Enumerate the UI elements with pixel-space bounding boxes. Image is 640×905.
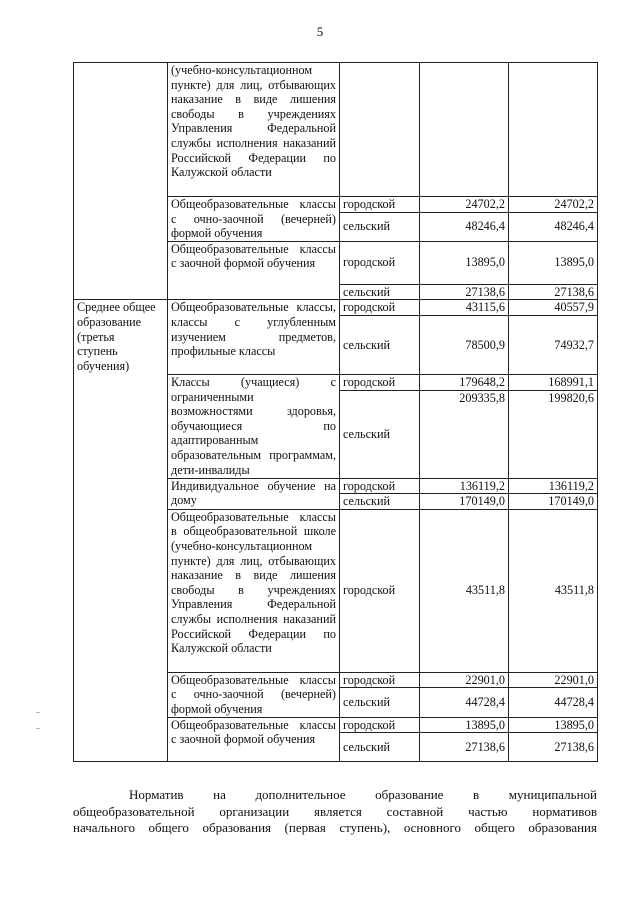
location-type: сельский [340,733,420,762]
value-cell: 13895,0 [509,717,598,733]
row-description: Общеобразовательные классы с заочной формой обучения [168,717,340,762]
value-cell: 13895,0 [420,717,509,733]
value-cell: 27138,6 [420,733,509,762]
paragraph-line: Норматив на дополнительное образование в муниципальной [129,787,597,802]
row-description: Классы (учащиеся) с ограниченными возможностями здоровья, обучающиеся по адаптированным образовательным программам, дети-инвалиды [168,374,340,478]
location-type: сельский [340,315,420,374]
value-cell: 170149,0 [509,494,598,510]
value-cell: 209335,8 [420,390,509,478]
margin-mark [36,712,40,713]
value-cell: 24702,2 [509,197,598,213]
paragraph-line: начального общего образования (первая ступень), основного общего образования [73,820,597,835]
value-cell: 24702,2 [420,197,509,213]
location-type: сельский [340,212,420,241]
margin-mark [36,728,40,729]
location-type: городской [340,509,420,672]
value-cell: 40557,9 [509,300,598,316]
value-cell: 44728,4 [509,688,598,717]
location-type: городской [340,374,420,390]
row-description: Общеобразовательные классы с очно-заочной (вечерней) формой обучения [168,197,340,242]
body-paragraph [73,787,597,837]
value-cell: 48246,4 [509,212,598,241]
normative-table [73,62,598,762]
location-type: сельский [340,390,420,478]
value-cell: 48246,4 [420,212,509,241]
value-cell: 44728,4 [420,688,509,717]
value-cell: 199820,6 [509,390,598,478]
value-cell: 170149,0 [420,494,509,510]
location-type: городской [340,197,420,213]
row-description: Индивидуальное обучение на дому [168,478,340,509]
location-type: городской [340,241,420,284]
location-type: городской [340,717,420,733]
value-cell: 13895,0 [420,241,509,284]
value-cell: 43511,8 [509,509,598,672]
location-type: городской [340,478,420,494]
row-description: (учебно-консультационном пункте) для лиц, отбывающих наказание в виде лишения свободы в учреждениях Управления Федеральной службы исполнения наказаний Российской Федерации по Калужской области [168,63,340,197]
location-type: сельский [340,284,420,300]
row-description: Общеобразовательные классы в общеобразовательной школе (учебно-консультационном пункте) для лиц, отбывающих наказание в виде лишения свободы в учреждениях Управления Федеральной службы исполнения наказаний Российской Федерации по Калужской области [168,509,340,672]
level-cell-empty [74,63,168,300]
value-cell: 136119,2 [509,478,598,494]
table-row [74,63,598,197]
value-cell: 27138,6 [420,284,509,300]
row-description: Общеобразовательные классы, классы с углубленным изучением предметов, профильные классы [168,300,340,375]
row-description: Общеобразовательные классы с очно-заочной (вечерней) формой обучения [168,672,340,717]
value-cell: 74932,7 [509,315,598,374]
value-cell: 27138,6 [509,284,598,300]
value-cell: 168991,1 [509,374,598,390]
value-cell: 27138,6 [509,733,598,762]
table-row [74,300,598,316]
location-type: сельский [340,494,420,510]
value-cell: 78500,9 [420,315,509,374]
value-cell: 43511,8 [420,509,509,672]
row-description: Общеобразовательные классы с заочной формой обучения [168,241,340,300]
value-cell: 22901,0 [420,672,509,688]
value-cell: 22901,0 [509,672,598,688]
value-cell: 13895,0 [509,241,598,284]
value-cell: 136119,2 [420,478,509,494]
location-type: городской [340,300,420,316]
education-level: Среднее общее образование (третья ступень обучения) [74,300,168,762]
location-type: сельский [340,688,420,717]
value-cell: 43115,6 [420,300,509,316]
page-number: 5 [316,24,324,39]
location-type: городской [340,672,420,688]
paragraph-line: общеобразовательной организации является составной частью нормативов [73,803,597,819]
value-cell: 179648,2 [420,374,509,390]
